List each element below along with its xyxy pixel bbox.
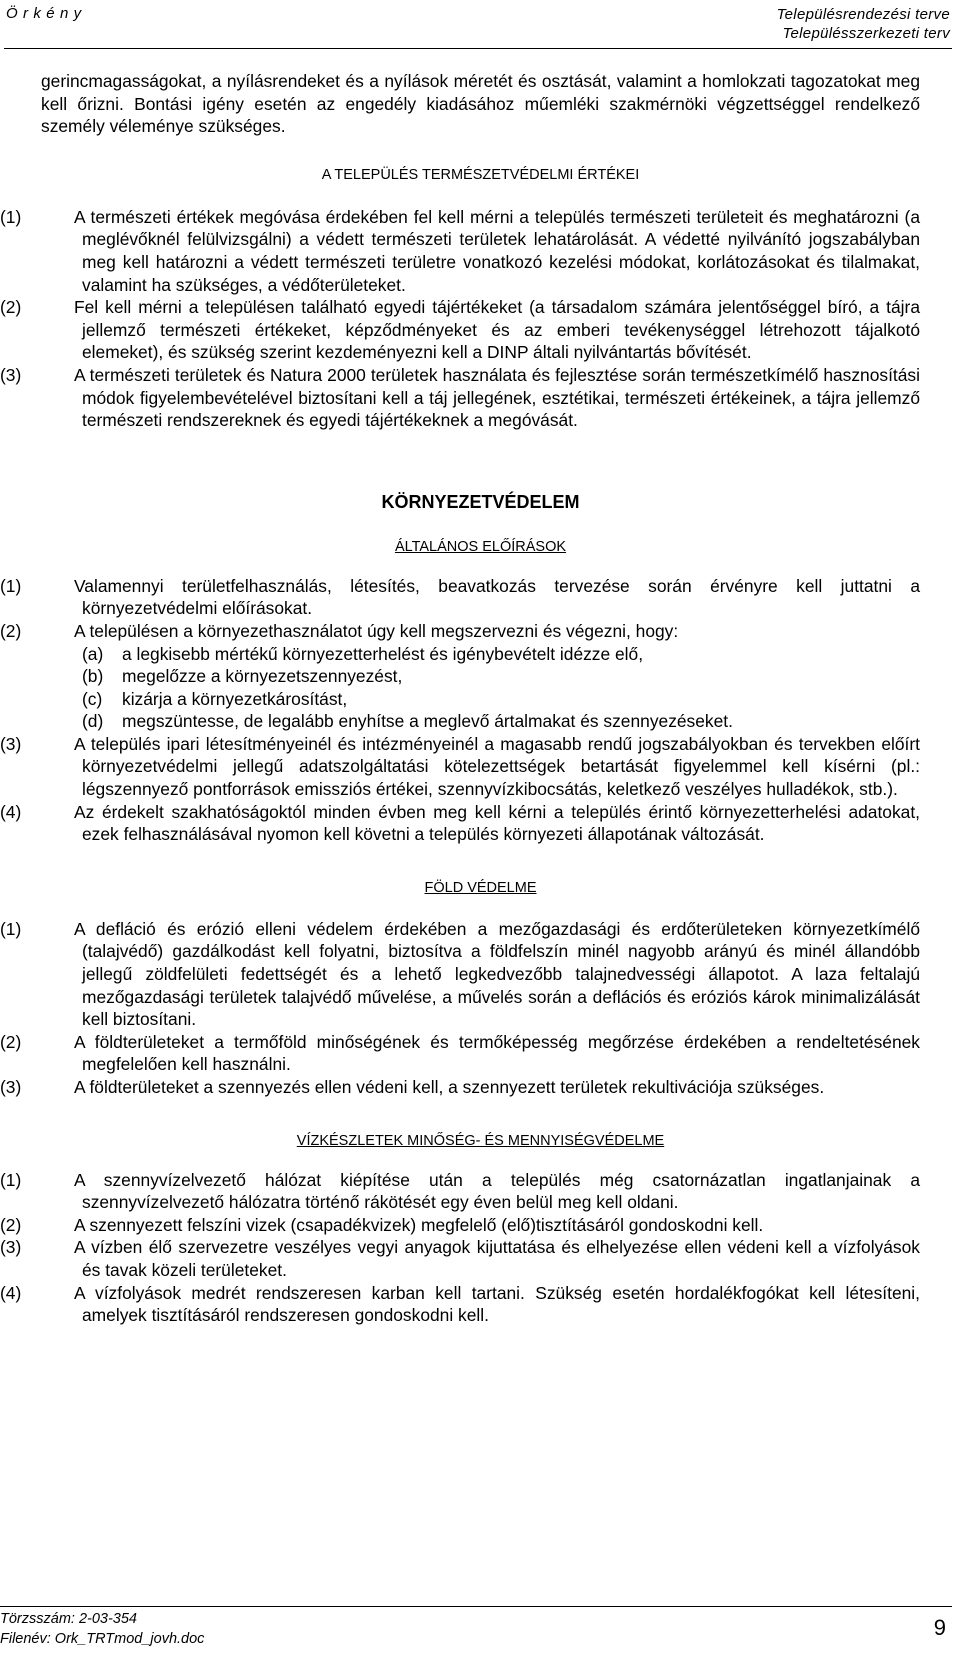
item-number: (4) (0, 801, 22, 822)
header-title-line1: Településrendezési terve (776, 6, 950, 23)
page-content (0, 58, 920, 1327)
item-number: (3) (0, 364, 22, 385)
item-text: A vízben élő szervezetre veszélyes vegyi anyagok kijuttatása és elhelyezése ellen védeni kell a vízfolyások és tavak közeli területeket. (74, 1237, 920, 1280)
sub-item (41, 710, 920, 733)
header-title-line2: Településszerkezeti terv (782, 25, 950, 42)
sub-item-label: (c) (82, 688, 103, 709)
item-text: A szennyvízelvezető hálózat kiépítése után a település még csatornázatlan ingatlanjainak a szennyvízelvezető hálózatra történő rákötését egy éven belül meg kell oldani. (74, 1169, 920, 1213)
list-item (0, 296, 920, 364)
item-number: (1) (0, 575, 22, 596)
item-text: A természeti területek és Natura 2000 területek használata és fejlesztése során természetkímélő hasznosítási módok figyelembevételével biztosítani kell a táj jellegének, esztétikai, természeti értékeinek, a tájra jellemző természeti rendszereknek és egyedi tájértékeknek a megóvását. (74, 364, 920, 431)
item-number: (1) (0, 206, 22, 227)
item-text: A vízfolyások medrét rendszeresen karban kell tartani. Szükség esetén hordalékfogókat kell létesíteni, amelyek tisztításáról rendszeresen gondoskodni kell. (74, 1282, 920, 1326)
sub-item-text: megelőzze a környezetszennyezést, (122, 666, 403, 687)
list-item (0, 206, 920, 296)
item-number: (3) (0, 733, 22, 754)
general-rules-title: ÁLTALÁNOS ELŐÍRÁSOK (394, 538, 567, 555)
list-item (0, 1169, 920, 1214)
item-text: Fel kell mérni a településen található egyedi tájértékeket (a társadalom számára jelentőséggel bíró, a tájra jellemző természeti értékeket, képződményeket és az emberi tevékenységgel létrehozott tájalkotó elemeket), és szükség szerint kezdeményezni kell a DINP általi nyilvántartás bővítését. (74, 297, 920, 363)
item-number: (1) (0, 1169, 22, 1190)
item-text: A településen a környezethasználatot úgy kell megszervezni és végezni, hogy: (74, 620, 679, 641)
intro-paragraph: gerincmagasságokat, a nyílásrendeket és a nyílások méretét és osztását, valamint a homlokzati tagozatokat meg kell őrizni. Bontási igény esetén az engedély kiadásához műemléki szakmérnöki végzettséggel rendelkező személy véleménye szükséges. (41, 71, 920, 137)
sub-item-text: kizárja a környezetkárosítást, (122, 688, 348, 709)
item-text: A defláció és erózió elleni védelem érdekében a mezőgazdasági és erdőterületeken környezetkímélő (talajvédő) gazdálkodást kell folyatni, biztosítva a földfelszín minél nagyobb arányú és minél állandóbb jellegű zöldfelületi fedettségét és a lehető legkedvezőbb talajnedvességi állapotot. A laza feltalajú mezőgazdasági területek talajvédő művelése, a művelés során a deflációs és eróziós károk minimalizálását kell biztosítani. (74, 918, 920, 1030)
footer-info (0, 1609, 204, 1649)
sub-item-label: (b) (82, 666, 104, 687)
water-list (0, 1169, 920, 1327)
sub-item-text: a legkisebb mértékű környezetterhelést és igénybevételt idézze elő, (122, 643, 644, 664)
item-number: (2) (0, 297, 22, 318)
list-item (0, 575, 920, 620)
sub-item (41, 643, 920, 666)
nature-section-title: A TELEPÜLÉS TERMÉSZETVÉDELMI ÉRTÉKEI (321, 166, 640, 183)
soil-section-title: FÖLD VÉDELME (424, 879, 537, 896)
environment-list (0, 575, 920, 846)
page-number: 9 (933, 1615, 946, 1640)
list-item (0, 1031, 920, 1076)
header-municipality: Ö r k é n y (6, 5, 82, 22)
item-text: A természeti értékek megóvása érdekében fel kell mérni a település természeti területeit és meghatározni (a meglévőknél felülvizsgálni) a védett természeti területek lehatárolását. A védetté nyilvánító jogszabályban meg kell határozni a védett természeti területre vonatkozó kezelési módokat, korlátozásokat és tilalmakat, valamint ha szükséges, a védőterületeket. (74, 206, 920, 295)
list-item (0, 733, 920, 801)
sub-item-label: (a) (82, 643, 104, 664)
item-text: A földterületeket a szennyezés ellen védeni kell, a szennyezett területek rekultivációja szükséges. (74, 1077, 825, 1097)
list-item (0, 801, 920, 846)
sub-item-label: (d) (82, 711, 104, 732)
item-number: (2) (0, 1214, 22, 1235)
page-footer (0, 1606, 952, 1651)
item-text: A település ipari létesítményeinél és intézményeinél a magasabb rendű jogszabályokban és tervekben előírt környezetvédelmi jellegű adatszolgáltatási kötelezettségek betartását figyelemmel kell kísérni (pl.: légszennyező pontforrások emissziós értékei, szennyvízkibocsátás, keletkező veszélyes hulladékok, stb.). (74, 733, 920, 800)
list-item (0, 364, 920, 432)
sub-item (41, 665, 920, 688)
item-number: (2) (0, 620, 22, 641)
footer-filename: Filenév: Ork_TRTmod_jovh.doc (0, 1631, 205, 1647)
item-text: A szennyezett felszíni vizek (csapadékvizek) megfelelő (elő)tisztításáról gondoskodni kell. (74, 1214, 764, 1235)
list-item (0, 1236, 920, 1281)
list-item (0, 918, 920, 1031)
sub-item (41, 688, 920, 711)
item-number: (4) (0, 1282, 22, 1303)
item-number: (1) (0, 918, 22, 939)
water-section-title: VÍZKÉSZLETEK MINŐSÉG- ÉS MENNYISÉGVÉDELME (296, 1132, 665, 1149)
list-item (0, 1076, 920, 1099)
item-text: Valamennyi területfelhasználás, létesítés, beavatkozás tervezése során érvényre kell juttatni a környezetvédelmi előírásokat. (74, 575, 920, 619)
nature-list (0, 206, 920, 432)
list-item (0, 620, 920, 643)
item-number: (3) (0, 1237, 22, 1258)
environment-title: KÖRNYEZETVÉDELEM (381, 491, 580, 512)
item-text: Az érdekelt szakhatóságoktól minden évben meg kell kérni a település érintő környezetterhelési adatokat, ezek felhasználásával nyomon kell követni a település környezeti állapotának változását. (74, 801, 920, 845)
item-number: (3) (0, 1077, 22, 1097)
soil-list (0, 918, 920, 1099)
sub-item-text: megszüntesse, de legalább enyhítse a meglevő ártalmakat és szennyezéseket. (122, 711, 733, 732)
item-number: (2) (0, 1031, 22, 1052)
footer-registry-number: Törzsszám: 2-03-354 (0, 1611, 137, 1627)
list-item (0, 1282, 920, 1327)
item-text: A földterületeket a termőföld minőségének és termőképesség megőrzése érdekében a rendeltetésének megfelelően kell használni. (74, 1031, 920, 1075)
header-document-title (777, 5, 950, 43)
page-header (4, 2, 952, 49)
list-item (0, 1214, 920, 1237)
